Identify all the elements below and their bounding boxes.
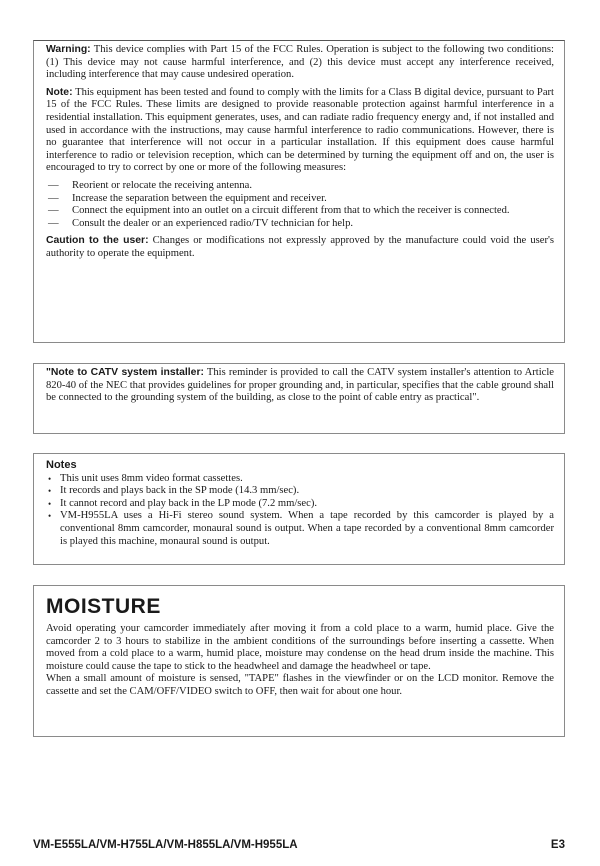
page-number: E3 (550, 839, 565, 851)
note-label: Note: (46, 86, 73, 98)
caution-paragraph (46, 235, 554, 260)
notes-title: Notes (46, 459, 77, 471)
caution-label: Caution to the user: (46, 235, 149, 247)
note-item: • This unit uses 8mm video format cassettes. (46, 473, 554, 486)
moisture-heading: MOISTURE (46, 595, 161, 618)
measure-item: — Reorient or relocate the receiving antenna. (46, 180, 554, 193)
fcc-note-paragraph (46, 87, 554, 175)
caution-text: Changes or modifications not expressly approved by the manufacture could void the user's authority to operate the equipment. (46, 235, 554, 259)
interference-measures-list (46, 180, 554, 230)
measure-item: — Connect the equipment into an outlet on a circuit different from that to which the receiver is connected. (46, 205, 554, 218)
fcc-notice-box (33, 40, 565, 343)
note-text: This equipment has been tested and found to comply with the limits for a Class B digital device, pursuant to Part 15 of the FCC Rules. These limits are designed to provide reasonable protection against harmful interference in a residential installation. This equipment generates, uses, and can radiate radio frequency energy and, if not installed and used in accordance with the instructions, may cause harmful interference to radio communications. However, there is no guarantee that interference will not occur in a particular installation. If this equipment does cause harmful interference to radio or television reception, which can be determined by turning the equipment off and on, the user is encouraged to try to correct by one or more of the following measures: (46, 86, 554, 174)
notes-box (33, 453, 565, 565)
warning-text: This device complies with Part 15 of the FCC Rules. Operation is subject to the following two conditions: (1) This device may not cause harmful interference, and (2) this device must accept any interference received, including interference that may cause undesired operation. (46, 44, 554, 81)
catv-label: "Note to CATV system installer: (46, 367, 204, 378)
model-numbers: VM-E555LA/VM-H755LA/VM-H855LA/VM-H955LA (33, 839, 298, 851)
moisture-paragraph-2: When a small amount of moisture is sensed, "TAPE" flashes in the viewfinder or on the LCD monitor. Remove the cassette and set the CAM/OFF/VIDEO switch to OFF, then wait for about one hour. (46, 673, 554, 697)
note-item: • VM-H955LA uses a Hi-Fi stereo sound system. When a tape recorded by this camcorder is played by a conventional 8mm camcorder, monaural sound is output. When a tape recorded by a conventional 8mm camcorder is played this machine, monaural sound is output. (46, 510, 554, 548)
catv-paragraph (46, 367, 554, 405)
note-item: • It cannot record and play back in the LP mode (7.2 mm/sec). (46, 498, 554, 511)
moisture-paragraph-1: Avoid operating your camcorder immediately after moving it from a cold place to a warm, humid place. Give the camcorder 2 to 3 hours to stabilize in the ambient conditions of the surroundings before inserting a cassette. When moved from a cold place to a warm, humid place, moisture may condense on the head drum inside the machine. This moisture could cause the tape to stick to the headwheel and damage the headwheel or tape. (46, 623, 554, 672)
page-footer (33, 839, 565, 851)
catv-notice-box (33, 363, 565, 434)
note-item: • It records and plays back in the SP mode (14.3 mm/sec). (46, 485, 554, 498)
fcc-warning-paragraph (46, 44, 554, 82)
measure-item: — Consult the dealer or an experienced radio/TV technician for help. (46, 218, 554, 231)
warning-label: Warning: (46, 44, 91, 55)
moisture-box (33, 585, 565, 737)
catv-text: This reminder is provided to call the CATV system installer's attention to Article 820-40 of the NEC that provides guidelines for proper grounding and, in particular, specifies that the cable ground shall be connected to the grounding system of the building, as close to the point of cable entry as practical". (46, 367, 554, 404)
measure-item: — Increase the separation between the equipment and receiver. (46, 193, 554, 206)
notes-list (46, 473, 554, 549)
